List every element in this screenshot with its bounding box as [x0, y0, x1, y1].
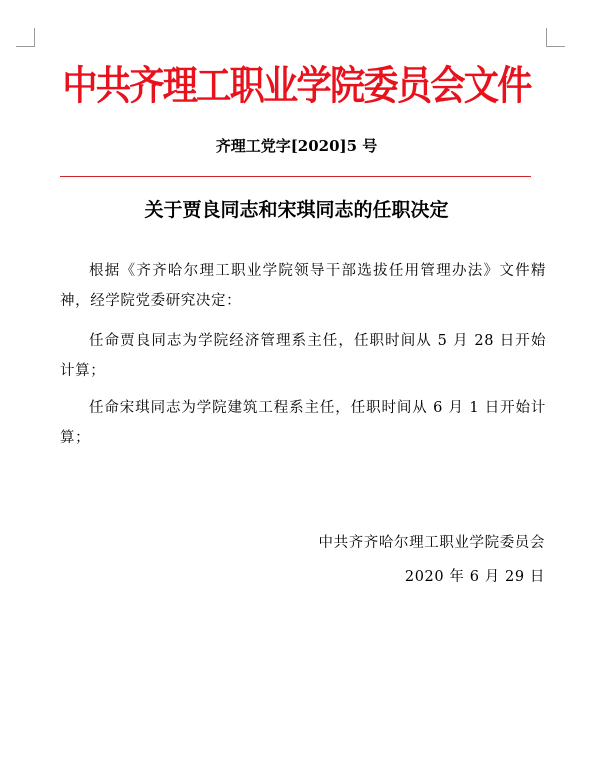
crop-mark-top-right [546, 28, 565, 47]
red-divider-line [60, 176, 531, 177]
signature-organization: 中共齐齐哈尔理工职业学院委员会 [318, 535, 545, 551]
signature-block [319, 526, 546, 594]
signature-date: 2020 年 6 月 29 日 [404, 569, 545, 585]
body-paragraph-3-block [60, 393, 546, 453]
body-paragraph-1-block [60, 256, 546, 316]
body-paragraph: 任命宋琪同志为学院建筑工程系主任，任职时间从 6 月 1 日开始计算； [60, 400, 546, 446]
document-number: 齐理工党字[2020]5 号 [215, 137, 378, 155]
body-paragraph-2-block [60, 326, 546, 386]
document-title: 关于贾良同志和宋琪同志的任职决定 [144, 199, 449, 221]
red-header-title: 中共齐理工职业学院委员会文件 [62, 63, 531, 109]
body-paragraph: 任命贾良同志为学院经济管理系主任，任职时间从 5 月 28 日开始计算； [60, 333, 546, 379]
body-paragraph: 根据《齐齐哈尔理工职业学院领导干部选拔任用管理办法》文件精神，经学院党委研究决定： [60, 263, 546, 309]
crop-mark-top-left [16, 28, 35, 47]
